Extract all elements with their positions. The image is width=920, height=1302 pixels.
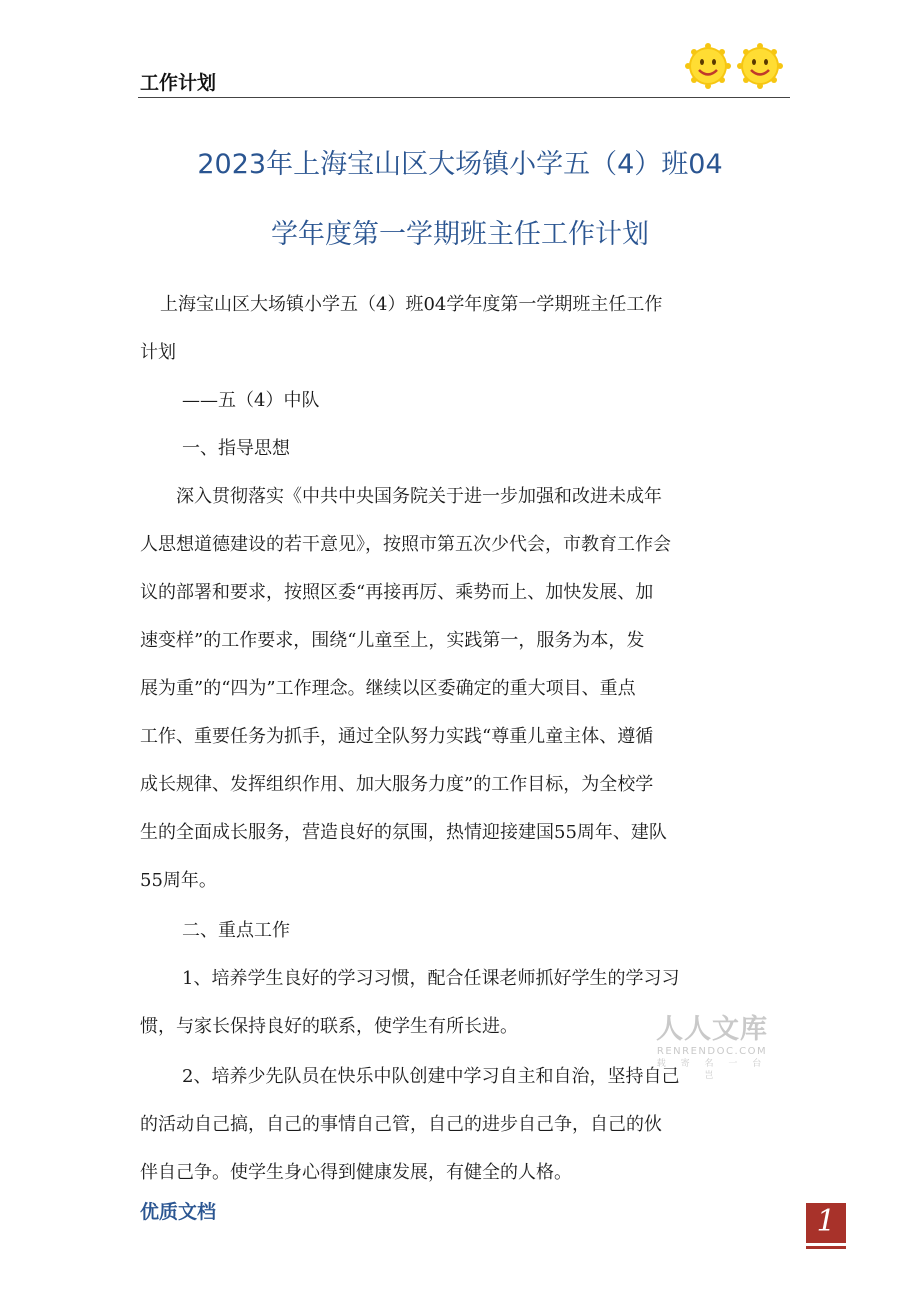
- squad-signature: ——五（4）中队: [182, 390, 320, 411]
- intro-line: 上海宝山区大场镇小学五（4）班04学年度第一学期班主任工作: [160, 294, 663, 315]
- paragraph-line: 工作、重要任务为抓手，通过全队努力实践“尊重儿童主体、遵循: [140, 726, 654, 747]
- watermark-url: RENRENDOC.COM: [656, 1046, 768, 1057]
- section-heading-guiding-ideology: 一、指导思想: [182, 438, 290, 459]
- paragraph-line: 1、培养学生良好的学习习惯，配合任课老师抓好学生的学习习: [182, 968, 680, 989]
- paragraph-line: 生的全面成长服务，营造良好的氛围，热情迎接建国55周年、建队: [140, 822, 667, 843]
- watermark-subtitle: 载 寄 名 一 台 岂: [656, 1059, 768, 1081]
- paragraph-line: 55周年。: [140, 870, 217, 891]
- paragraph-line: 议的部署和要求，按照区委“再接再厉、乘势而上、加快发展、加: [140, 582, 654, 603]
- document-title-line-2: 学年度第一学期班主任工作计划: [271, 219, 649, 250]
- watermark: [648, 1014, 776, 1082]
- paragraph-line: 成长规律、发挥组织作用、加大服务力度”的工作目标，为全校学: [140, 774, 654, 795]
- paragraph-line: 展为重”的“四为”工作理念。继续以区委确定的重大项目、重点: [140, 678, 636, 699]
- header-title: 工作计划: [140, 72, 217, 94]
- footer-label: 优质文档: [140, 1201, 217, 1223]
- intro-line-cont: 计划: [140, 342, 176, 363]
- smiley-face-icon: [684, 42, 732, 90]
- page-badge-underline: [806, 1246, 846, 1249]
- page-number-badge: 1: [806, 1203, 846, 1243]
- paragraph-line: 深入贯彻落实《中共中央国务院关于进一步加强和改进未成年: [176, 486, 662, 507]
- paragraph-line: 速变样”的工作要求，围绕“儿童至上，实践第一，服务为本，发: [140, 630, 645, 651]
- watermark-text: 人人文库: [656, 1014, 768, 1045]
- paragraph-line: 人思想道德建设的若干意见》，按照市第五次少代会，市教育工作会: [140, 534, 671, 555]
- paragraph-line: 2、培养少先队员在快乐中队创建中学习自主和自治，坚持自己: [182, 1066, 680, 1087]
- paragraph-line: 的活动自己搞，自己的事情自己管，自己的进步自己争，自己的伙: [140, 1114, 662, 1135]
- section-heading-key-work: 二、重点工作: [182, 920, 290, 941]
- paragraph-line: 伴自己争。使学生身心得到健康发展，有健全的人格。: [140, 1162, 572, 1183]
- paragraph-line: 惯，与家长保持良好的联系，使学生有所长进。: [140, 1016, 518, 1037]
- header-divider: [138, 97, 790, 98]
- document-title-line-1: 2023年上海宝山区大场镇小学五（4）班04: [197, 149, 723, 180]
- smiley-face-icon: [736, 42, 784, 90]
